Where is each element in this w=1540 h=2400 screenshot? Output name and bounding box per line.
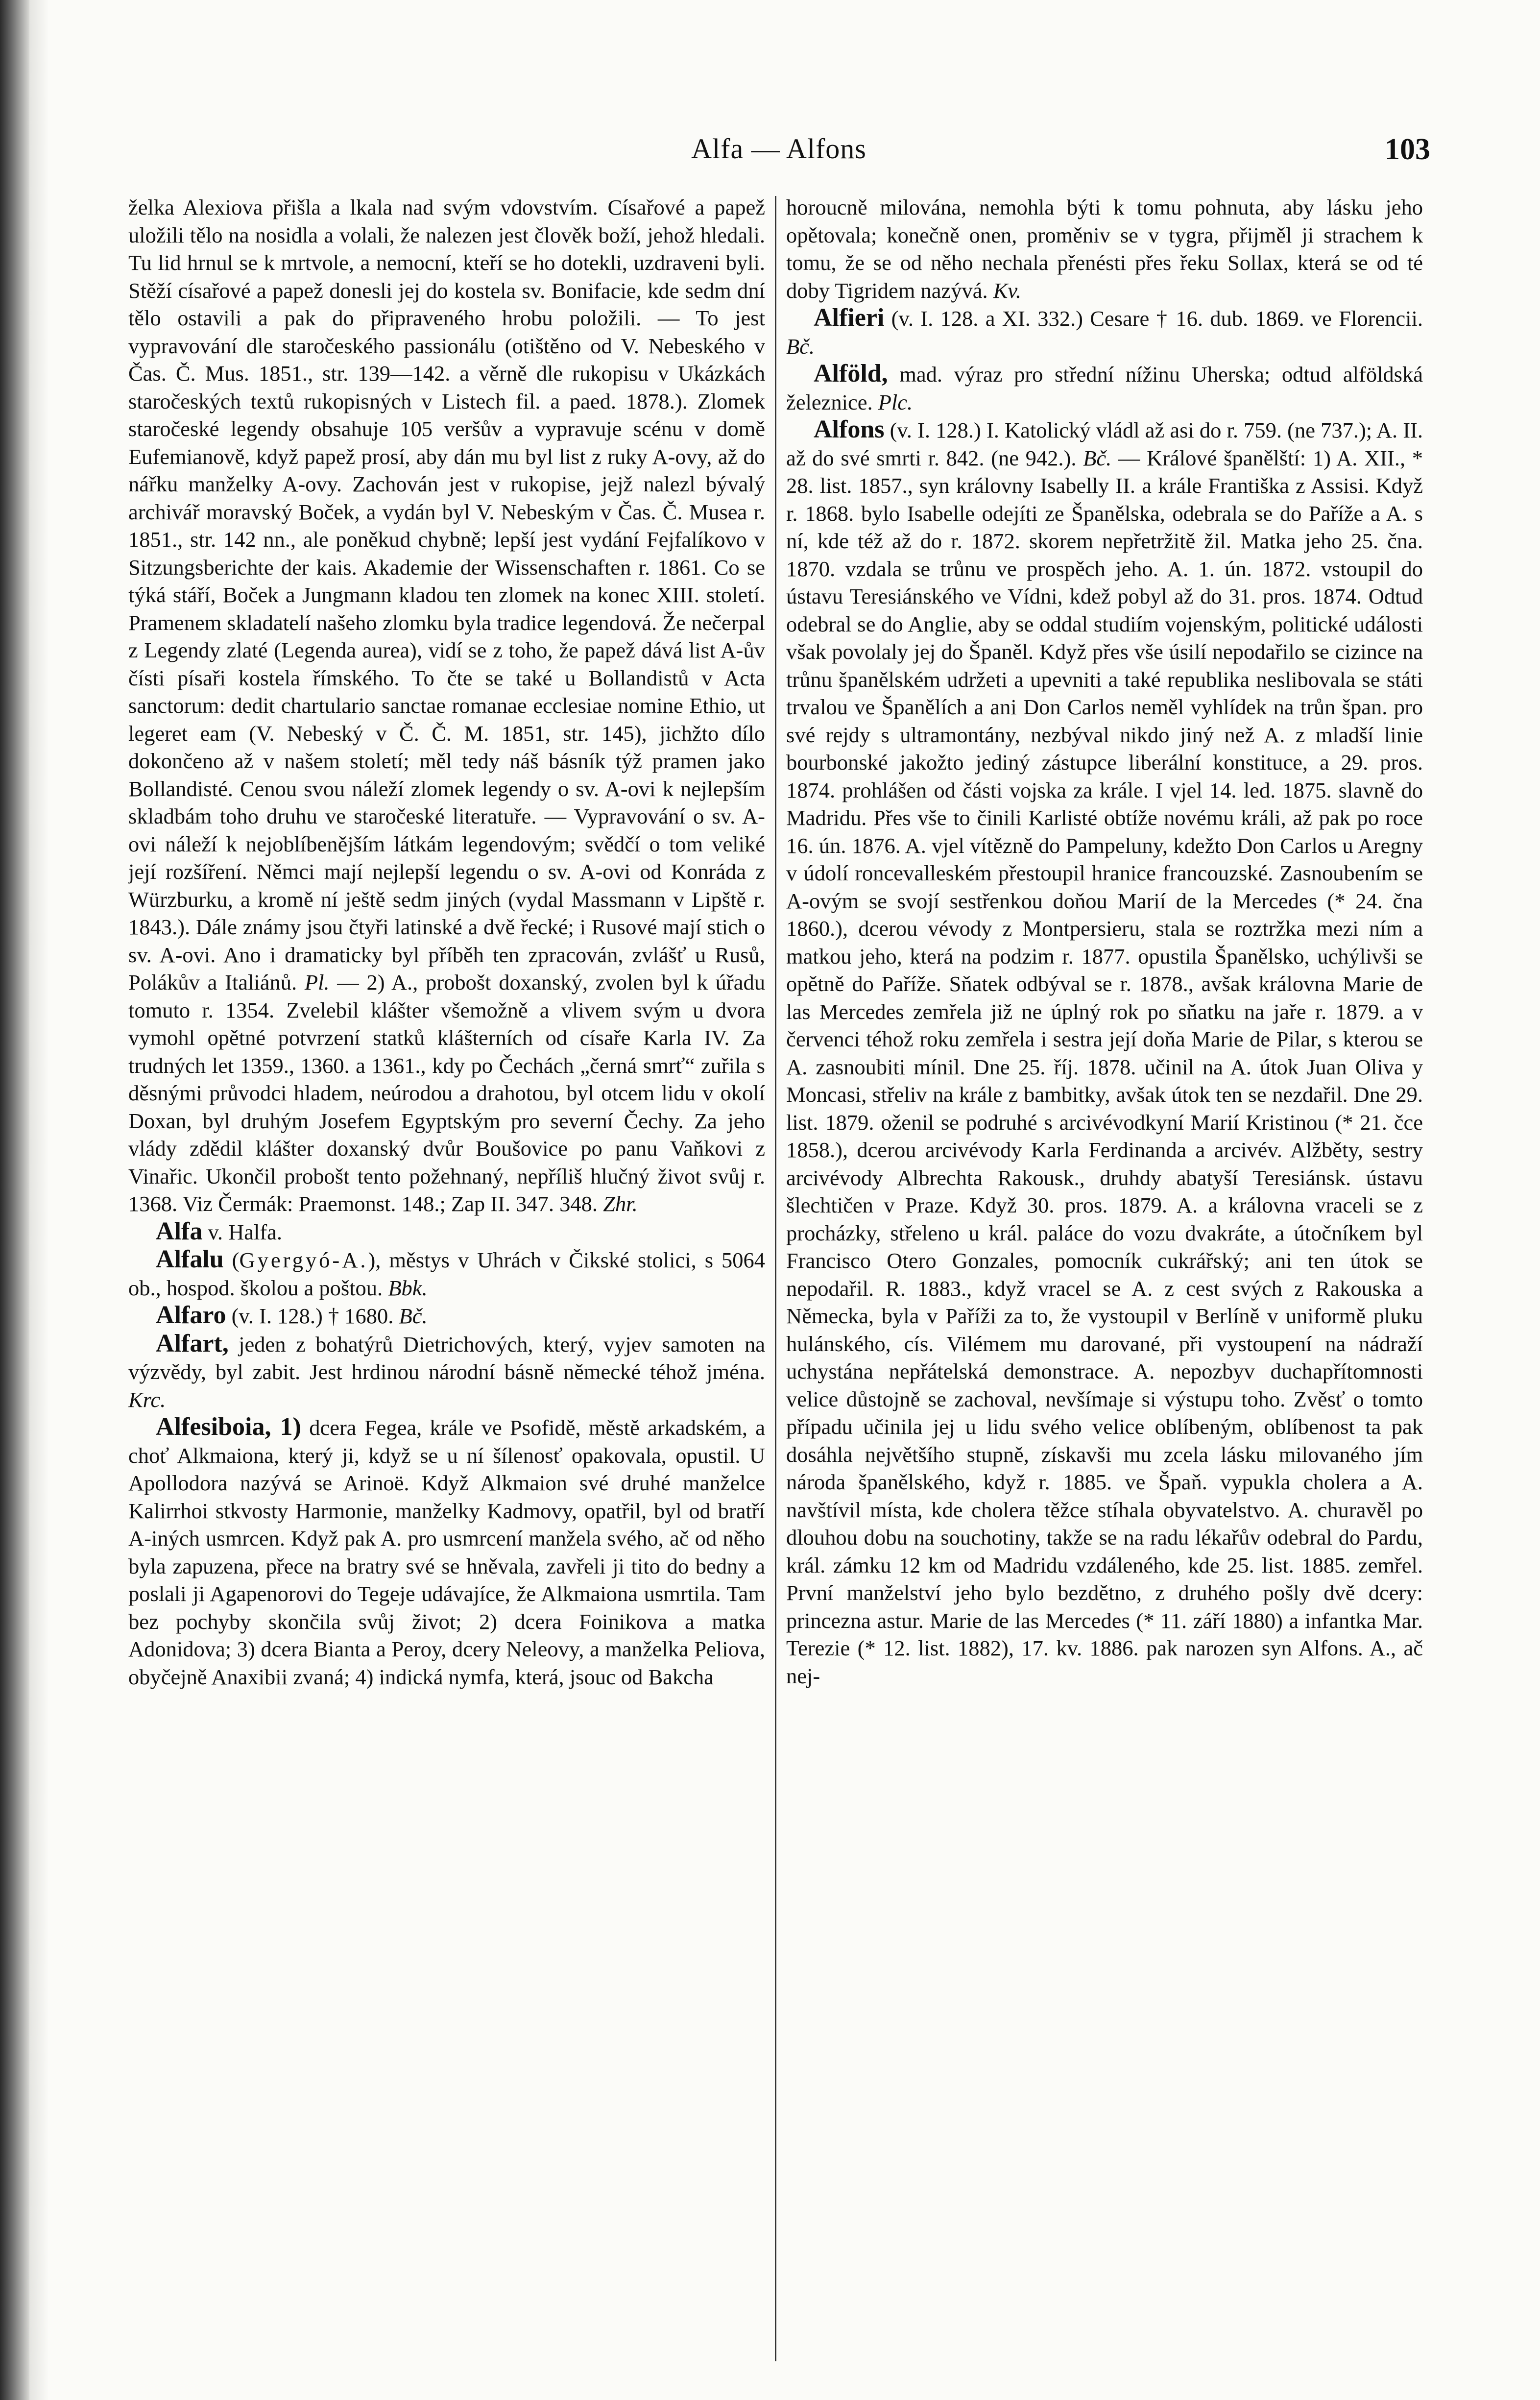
left-column [128,194,765,2374]
column-divider [775,196,776,2361]
entry-alfesiboia: Alfesiboia, 1) dcera Fegea, krále ve Psofidě, městě arkadském, a choť Alkmaiona, který ji, když se u ní šílenosť opakovala, opustil. U Apollodora nazývá se Arinoë. Když Alkmaion své druhé manželce Kalirrhoi stkvosty Harmonie, manželky Kadmovy, opatřil, byl od bratří A-iných usmrcen. Když pak A. pro usmrcení manžela svého, ač od něho byla zapuzena, přece na bratry své se hněvala, zavřeli ji tito do bedny a poslali ji Agapenorovi do Tegeje udávajíce, že Alkmaiona usmrtila. Tam bez pochyby skončila svůj život; 2) dcera Foinikova a matka Adonidova; 3) dcera Bianta a Peroy, dcery Neleovy, a manželka Peliova, obyčejně Anaxibii zvaná; 4) indická nymfa, která, jsouc od Bakcha [128,1413,765,1689]
author-signature: Bč. [399,1304,428,1328]
entry-alfaro: Alfaro (v. I. 128.) † 1680. Bč. [156,1301,428,1329]
book-binding-shadow [0,0,29,2400]
author-signature: Krc. [128,1387,166,1412]
running-header [127,132,1430,181]
continued-entry-alexius: želka Alexiova přišla a lkala nad svým vdovstvím. Císařové a papež uložili tělo na nosidla a volali, že nalezen jest člověk boží, jehož hledali. Tu lid hrnul se k mrtvole, a nemocní, kteří se ho dotekli, uzdraveni byli. Stěží císařové a papež donesli jej do kostela sv. Bonifacie, kde sedm dní tělo ostavili a pak do připraveného hrobu položili. — To jest vypravování dle staročeského passionálu (otištěno od V. Nebeského v Čas. Č. Mus. 1851., str. 139—142. a věrně dle rukopisu v Ukázkách staročeských textů rukopisných v Listech fil. a paed. 1878.). Zlomek staročeské legendy obsahuje 105 veršův a vypravuje scénu v domě Eufemianově, když papež prosí, aby dán mu byl list z ruky A-ovy, až do nářku manželky A-ovy. Zachován jest v rukopise, jejž nalezl bývalý archivář moravský Boček, a vydán byl V. Nebeským v Čas. Č. Musea r. 1851., str. 142 nn., ale poněkud chybně; lepší jest vydání Fejfalíkovo v Sitzungsberichte der kais. Akademie der Wissenschaften r. 1861. Co se týká stáří, Boček a Jungmann kladou ten zlomek na konec XIII. století. Pramenem skladatelí našeho zlomku byla tradice legendová. Že nečerpal z Legendy zlaté (Legenda aurea), vidí se z toho, že papež dává list A-ův čísti písaři kostela římského. To čte se také u Bollandistů v Acta sanctorum: dedit chartulario sanctae romanae ecclesiae nomine Ethio, ut legeret eam (V. Nebeský v Č. Č. M. 1851, str. 145), jichžto dílo dokončeno až v našem století; měl tedy náš básník týž pramen jako Bollandisté. Cenou svou náleží zlomek legendy o sv. A-ovi k nejlepším skladbám toho druhu ve staročeské literatuře. — Vypravování o sv. A-ovi náleží k nejoblíbenějším látkám legendovým; svědčí o tom veliké její rozšíření. Němci mají nejlepší legendu o sv. A-ovi od Konráda z Würzburku, a kromě ní ještě sedm jiných (vydal Massmann v Lipště r. 1843.). Dále známy jsou čtyři latinské a dvě řecké; i Rusové mají stich o sv. A-ovi. Ano i dramaticky byl příběh ten zpracován, zvlášť u Rusů, Polákův a Italiánů. Pl. — 2) A., probošt doxanský, zvolen byl k úřadu tomuto r. 1354. Zvelebil klášter všemožně a vlivem svým u dvora vymohl opětné potvrzení statků klášterních od císaře Karla IV. Za trudných let 1359., 1360. a 1361., kdy po Čechách „černá smrť“ zuřila s děsnými průvodci hladem, neúrodou a drahotou, byl otcem lidu v okolí Doxan, byl druhým Josefem Egyptským pro severní Čechy. Za jeho vlády zdědil klášter doxanský dvůr Boušovice po panu Vaňkovi z Vinařic. Ukončil probošt tento požehnaný, nepříliš hlučný život svůj r. 1368. Viz Čermák: Praemonst. 148.; Zap II. 347. 348. Zhr. [128,195,765,1216]
author-signature: Zhr. [603,1191,638,1216]
running-title: Alfa — Alfons [691,133,866,165]
author-signature: Bč. [1083,445,1112,470]
entry-headword: Alfons [814,415,885,443]
entry-headword: Alfalu [156,1245,224,1273]
right-column [786,194,1423,2374]
entry-alfieri: Alfieri (v. I. 128. a XI. 332.) Cesare † 16. dub. 1869. ve Florencii. Bč. [786,304,1423,359]
entry-headword: Alfieri [814,304,885,332]
book-binding-edge [29,0,49,2400]
page-number: 103 [1385,133,1430,166]
entry-headword: Alfesiboia, 1) [156,1413,301,1441]
entry-headword: Alföld, [814,360,888,388]
entry-headword: Alfaro [156,1301,226,1329]
entry-alfons: Alfons (v. I. 128.) I. Katolický vládl až asi do r. 759. (ne 737.); A. II. až do své smrti r. 842. (ne 942.). Bč. — Králové španělští: 1) A. XII., * 28. list. 1857., syn královny Isabelly II. a krále Františka z Assisi. Když r. 1868. bylo Isabelle odejíti ze Španělska, odebrala se do Paříže a A. s ní, kde též až do r. 1872. skorem nepřetržitě žil. Matka jeho 25. čna. 1870. vzdala se trůnu ve prospěch jeho. A. 1. ún. 1872. vstoupil do ústavu Teresiánského ve Vídni, kdež pobyl až do 31. pros. 1874. Odtud odebral se do Anglie, aby se oddal studiím vojenským, politické události však povolaly jej do Španěl. Když přes vše úsilí nepodařilo se cizince na trůnu španělském udržeti a upevniti a také republika neslibovala se státi trvalou ve Španělích a ani Don Carlos neměl vyhlídek na trůn špan. pro své rejdy s ultramontány, nezbýval nikdo jiný než A. z mladší linie bourbonské jakožto jediný zástupce liberální konstituce, a 29. pros. 1874. prohlášen od části vojska za krále. I vjel 14. led. 1875. slavně do Madridu. Přes vše to činili Karlisté obtíže novému králi, až pak po roce 16. ún. 1876. A. vjel vítězně do Pampeluny, kdežto Don Carlos u Aregny v údolí roncevalleském přestoupil hranice francouzské. Zasnoubením se A-ovým se svojí sestřenkou doňou Marií de la Mercedes (* 24. čna 1860.), dcerou vévody z Montpersieru, stala se roztržka mezi ním a matkou jeho, která na podzim r. 1877. opustila Španělsko, uchýlivši se opětně do Paříže. Sňatek odbýval se r. 1878., avšak královna Marie de las Mercedes zemřela již ne úplný rok po sňatku na jaře r. 1879. a v červenci téhož roku zemřela i sestra její doňa Marie de Pilar, s kterou se A. zasnoubiti mínil. Dne 25. říj. 1878. učinil na A. útok Juan Oliva y Moncasi, střeliv na krále z bambitky, avšak útok ten se nezdařil. Dne 29. list. 1879. oženil se podruhé s arcivévodkyní Marií Kristinou (* 21. čce 1858.), dcerou arcivévody Karla Ferdinanda a arcivév. Alžběty, sestry arcivévody Albrechta Rakousk., druhdy abatyší Teresiánsk. ústavu šlechtičen v Praze. Když 30. pros. 1879. A. a královna vraceli se z procházky, střeleno u král. paláce do vozu dvakráte, a útočníkem byl Francisco Otero Gonzales, pomocník cukrářský; ani ten útok se nepodařil. R. 1883., když vracel se A. z cest svých z Rakouska a Německa, byla v Paříži za to, že vystoupil v Berlíně v uniformě pluku hulánského, cís. Vilémem mu darované, při vystoupení na nádraží uchystána nepřátelská demonstrace. A. nepozbyv duchapřítomnosti velice důstojně se zachoval, nevšímaje si výstupu toho. Zvěsť o tomto případu učinila jej u lidu svého velice oblíbeným, oblíbenost ta pak dosáhla největšího stupně, získavši mu zcela lásku milovaného jím národa španělského, když r. 1885. ve Špaň. vypukla cholera a A. navštívil místa, kde cholera těžce stíhala obyvatelstvo. A. churavěl po dlouhou dobu na souchotiny, takže se na radu lékařův odebral do Pardu, král. zámku 12 km od Madridu vzdáleného, kde 25. list. 1885. zemřel. První manželství jeho bylo bezdětno, z druhého pošly dvě dcery: princezna astur. Marie de las Mercedes (* 11. září 1880) a infantka Mar. Terezie (* 12. list. 1882), 17. kv. 1886. pak narozen syn Alfons. A., ač nej- [786,415,1423,1688]
entry-alfalu: Alfalu (Gyergyó-A.), městys v Uhrách v Čikské stolici, s 5064 ob., hospod. školou a poštou. Bbk. [128,1245,765,1300]
entry-alfold: Alföld, mad. výraz pro střední nížinu Uherska; odtud alföldská železnice. Plc. [786,360,1423,414]
entry-alfart: Alfart, jeden z bohatýrů Dietrichových, který, vyjev samoten na výzvědy, byl zabit. Jest hrdinou národní básně německé téhož jména. Krc. [128,1329,765,1412]
continued-entry-alfesiboia: horoucně milována, nemohla býti k tomu pohnuta, aby lásku jeho opětovala; konečně onen, proměniv se v tygra, přijměl ji strachem k tomu, že se od něho nechala přenésti přes řeku Sollax, která se od té doby Tigridem nazývá. Kv. [786,195,1423,303]
author-signature: Pl. [304,970,330,994]
author-signature: Kv. [993,278,1021,303]
entry-headword: Alfart, [156,1329,229,1358]
entry-headword: Alfa [156,1217,203,1245]
spaced-variant-name: Gyergyó-A. [239,1248,368,1272]
author-signature: Bč. [786,334,815,359]
entry-alfa: Alfa v. Halfa. [156,1217,283,1245]
author-signature: Plc. [878,389,913,414]
author-signature: Bbk. [388,1275,428,1300]
